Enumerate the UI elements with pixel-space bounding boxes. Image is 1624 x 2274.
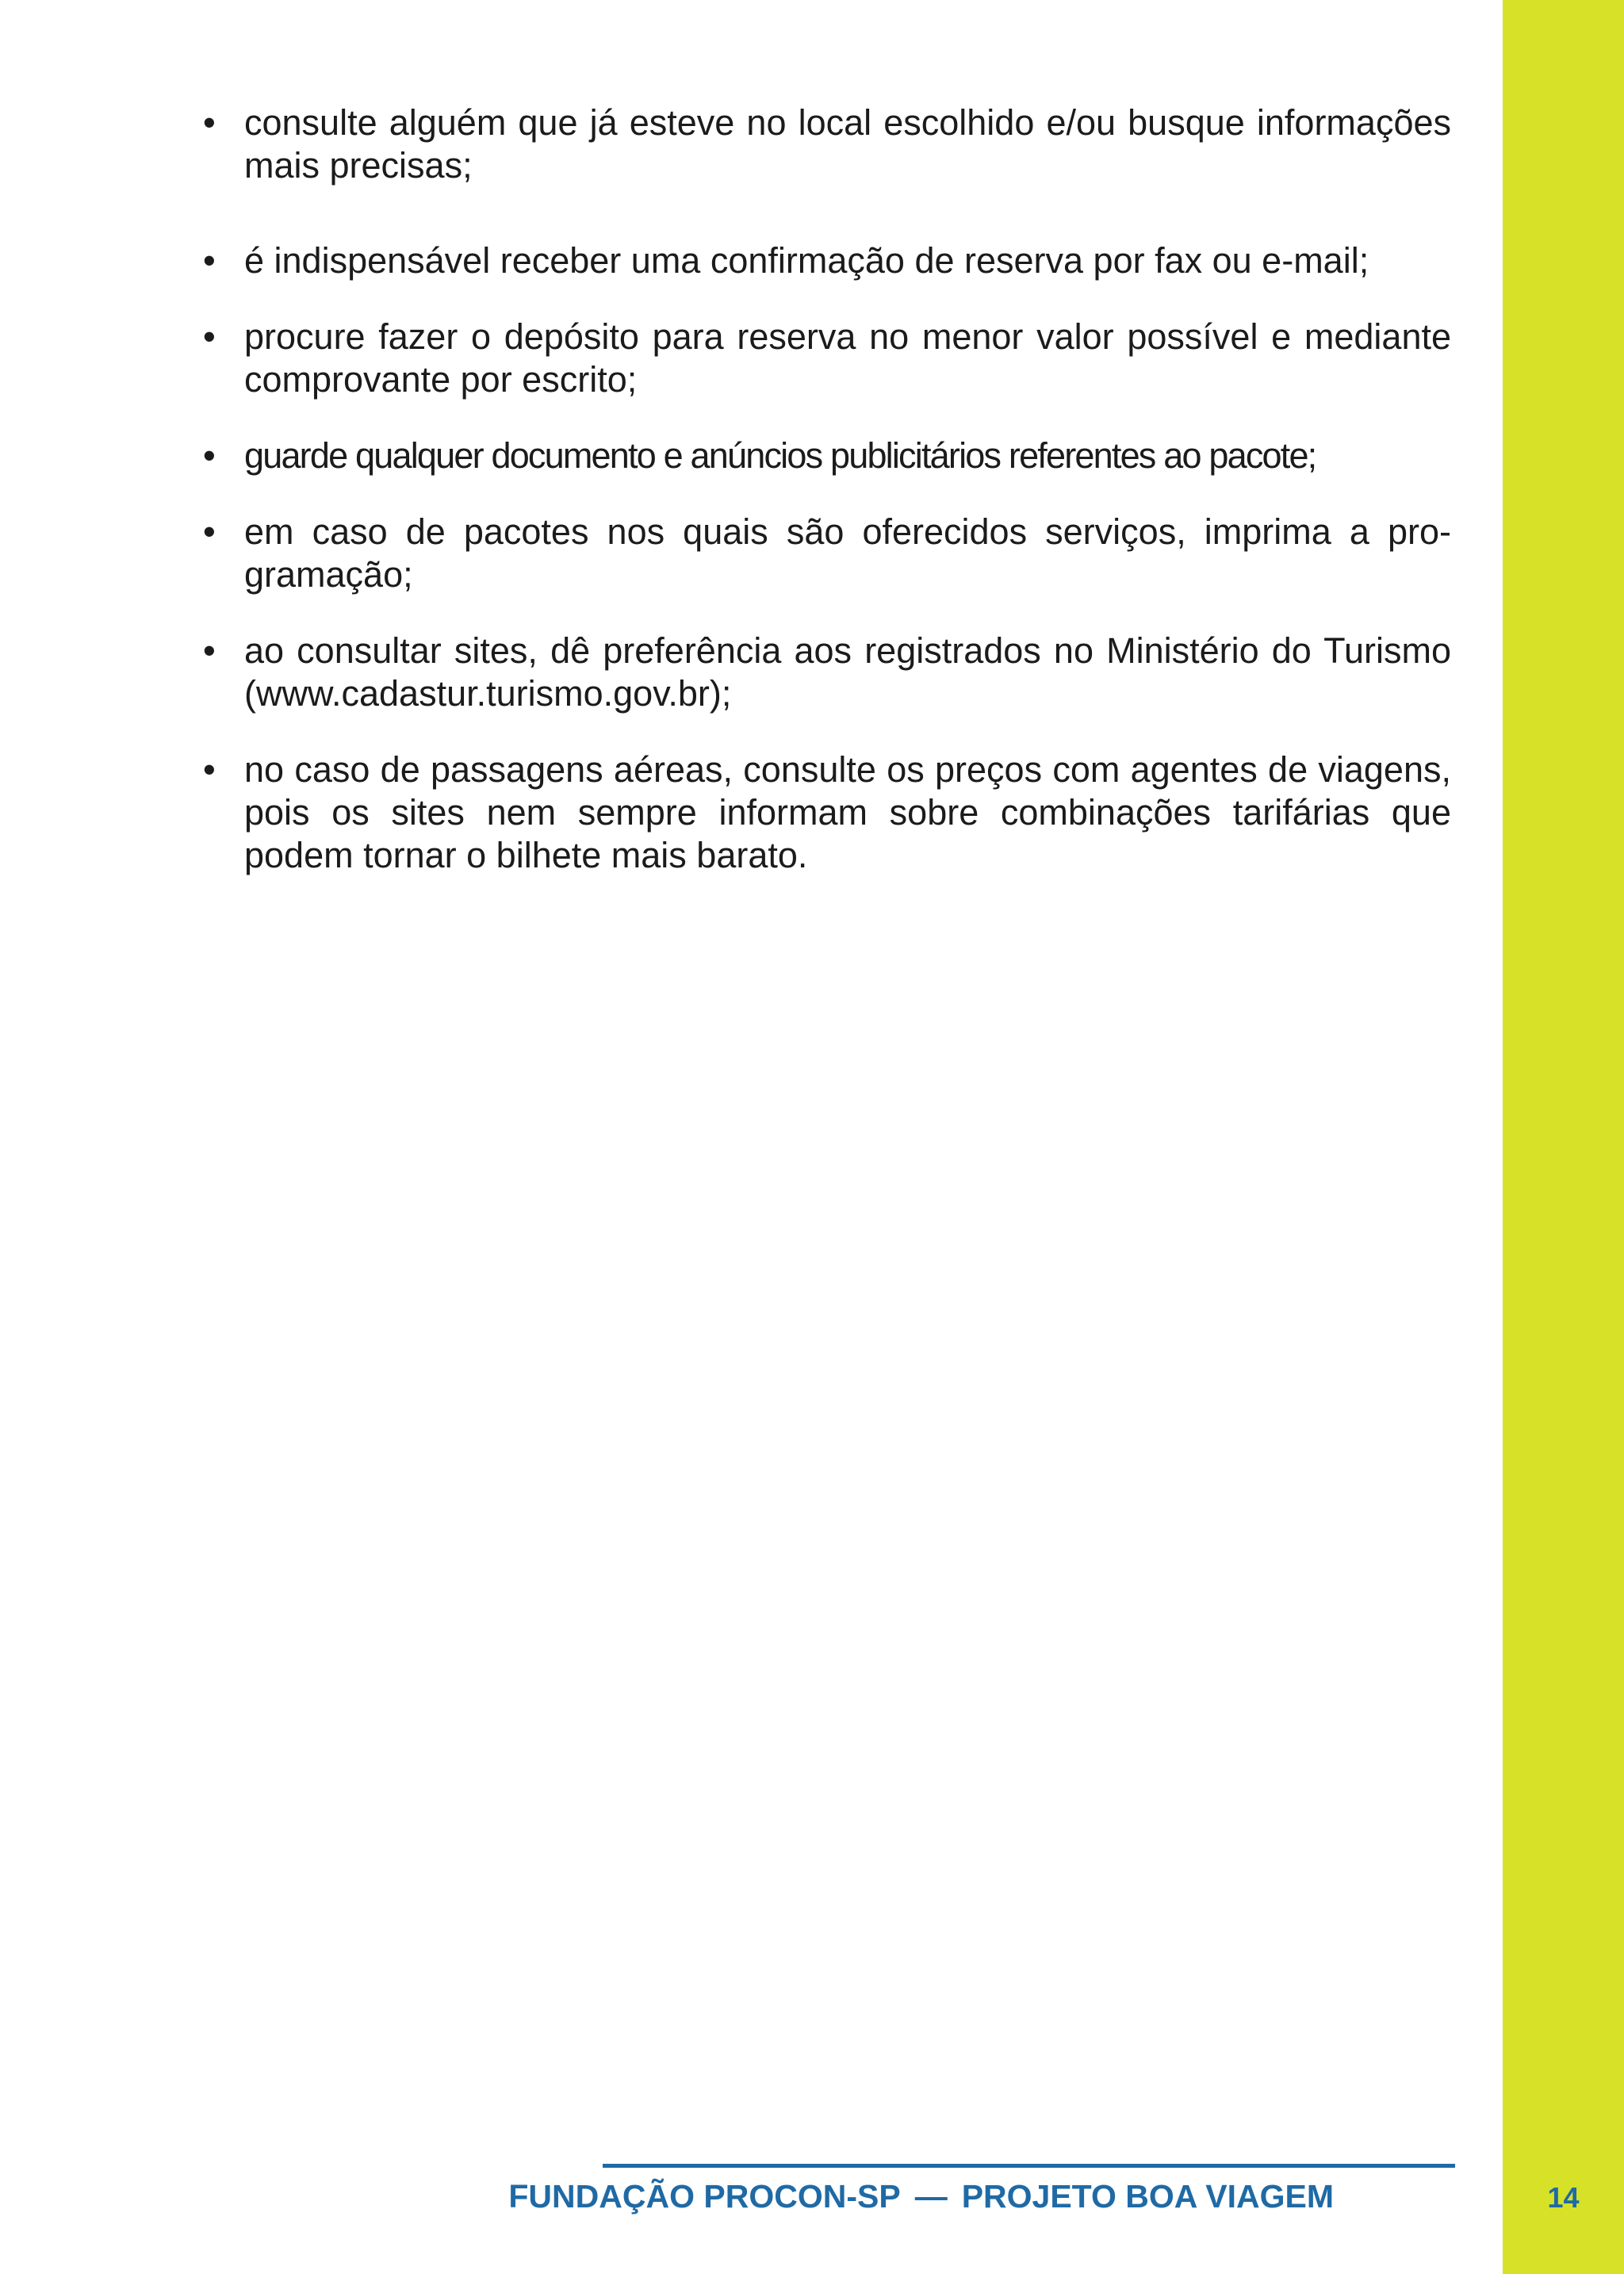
- list-item: [203, 316, 1451, 401]
- footer-project: PROJETO BOA VIAGEM: [961, 2178, 1334, 2215]
- list-item: [203, 748, 1451, 877]
- list-item: [203, 630, 1451, 715]
- bullet-icon: •: [203, 435, 216, 476]
- list-item: [203, 511, 1451, 596]
- list-item-text: consulte alguém que já esteve no local escolhido e/ou busque informações mais precisas;: [244, 102, 1451, 186]
- bullet-icon: •: [203, 630, 216, 671]
- footer-organization: FUNDAÇÃO PROCON-SP: [508, 2178, 901, 2215]
- tips-bullet-list: [203, 101, 1451, 910]
- bullet-icon: •: [203, 240, 216, 281]
- list-item-text: procure fazer o depósito para reserva no menor valor possível e mediante comprovante por escrito;: [244, 316, 1451, 400]
- list-item-text: guarde qualquer documento e anúncios publicitários referentes ao pacote;: [244, 435, 1316, 476]
- footer-divider: [603, 2164, 1455, 2168]
- footer-title: [508, 2173, 1334, 2220]
- list-item: [203, 101, 1451, 187]
- side-color-band: [1503, 0, 1624, 2274]
- bullet-icon: •: [203, 316, 216, 357]
- list-item: [203, 435, 1451, 477]
- list-item-text: em caso de pacotes nos quais são oferecidos serviços, imprima a programação;: [244, 511, 1451, 595]
- list-item-text: é indispensável receber uma confirmação de reserva por fax ou e-mail;: [244, 240, 1369, 281]
- list-item-text: ao consultar sites, dê preferência aos registrados no Ministério do Turismo (www.cadastur.turismo.gov.br);: [244, 630, 1451, 714]
- list-item: [203, 239, 1451, 282]
- page-number: 14: [1547, 2181, 1580, 2214]
- footer-separator: —: [914, 2178, 948, 2215]
- list-item-text: no caso de passagens aéreas, consulte os preços com agentes de viagens, pois os sites nem sempre informam sobre combinações tarifárias que podem tornar o bilhete mais barato.: [244, 749, 1451, 875]
- bullet-icon: •: [203, 749, 216, 790]
- bullet-icon: •: [203, 511, 216, 552]
- bullet-icon: •: [203, 102, 216, 143]
